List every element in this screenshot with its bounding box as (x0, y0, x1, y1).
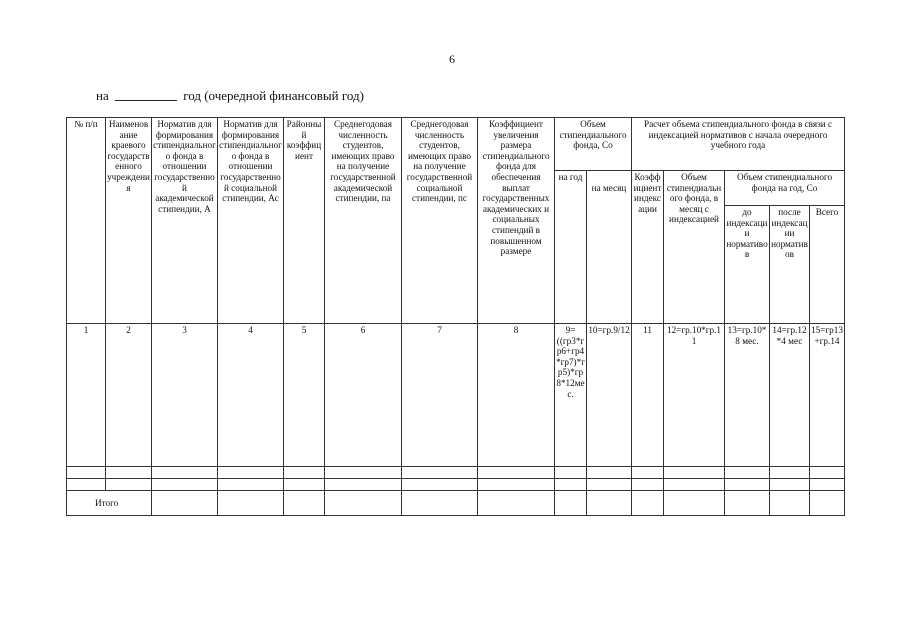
header-number: № п/п (67, 118, 106, 324)
header-per-month: на месяц (587, 171, 632, 324)
header-norm-social: Норматив для формирования стипендиального фонда в отношении государственной социальной стипендии, Ас (218, 118, 284, 324)
number-cell: 1 (67, 324, 106, 467)
header-norm-academic: Норматив для формирования стипендиального фонда в отношении государственной академической стипендии, А (152, 118, 218, 324)
number-cell: 2 (106, 324, 152, 467)
number-cell: 15=гр13+гр.14 (810, 324, 845, 467)
header-institution: Наименование краевого государственного учреждения (106, 118, 152, 324)
scholarship-fund-table (66, 117, 845, 516)
number-cell: 13=гр.10*8 мес. (725, 324, 770, 467)
header-total-col: Всего (810, 206, 845, 324)
title-prefix: на (96, 88, 109, 103)
header-regional-coef: Районный коэффициент (284, 118, 325, 324)
number-cell: 7 (402, 324, 478, 467)
header-index-coef: Коэффициент индексации (632, 171, 664, 324)
total-label: Итого (67, 491, 152, 516)
header-fund-volume: Объем стипендиального фонда, Со (555, 118, 632, 171)
number-cell: 4 (218, 324, 284, 467)
header-after-indexation: после индексации нормативов (770, 206, 810, 324)
header-per-year: на год (555, 171, 587, 324)
number-cell: 6 (325, 324, 402, 467)
empty-row (67, 479, 845, 491)
number-cell: 12=гр.10*гр.11 (664, 324, 725, 467)
header-indexation-calc: Расчет объема стипендиального фонда в связи с индексацией нормативов с начала очередного учебного года (632, 118, 845, 171)
empty-row (67, 467, 845, 479)
page-number: 6 (449, 52, 455, 66)
header-avg-academic: Среднегодовая численность студентов, имеющих право на получение государственной академической стипендии, па (325, 118, 402, 324)
number-cell: 14=гр.12*4 мес (770, 324, 810, 467)
number-cell: 11 (632, 324, 664, 467)
header-avg-social: Среднегодовая численность студентов, имеющих право на получение государственной социальной стипендии, пс (402, 118, 478, 324)
number-cell: 3 (152, 324, 218, 467)
title-suffix: год (очередной финансовый год) (183, 88, 364, 103)
form-title (96, 88, 364, 104)
total-row (67, 491, 845, 516)
header-increase-coef: Коэффициент увеличения размера стипендиального фонда для обеспечения выплат государственных академических и социальных стипендий в повышенном размере (478, 118, 555, 324)
number-cell: 5 (284, 324, 325, 467)
number-cell: 10=гр.9/12 (587, 324, 632, 467)
header-monthly-indexed: Объем стипендиального фонда, в месяц с индексацией (664, 171, 725, 324)
header-annual-volume: Объем стипендиального фонда на год, Со (725, 171, 845, 206)
year-blank-line (115, 100, 177, 101)
number-cell: 8 (478, 324, 555, 467)
number-cell: 9=((гр3*гр6+гр4*гр7)*гр5)*гр8*12мес. (555, 324, 587, 467)
header-before-indexation: до индексации нормативов (725, 206, 770, 324)
